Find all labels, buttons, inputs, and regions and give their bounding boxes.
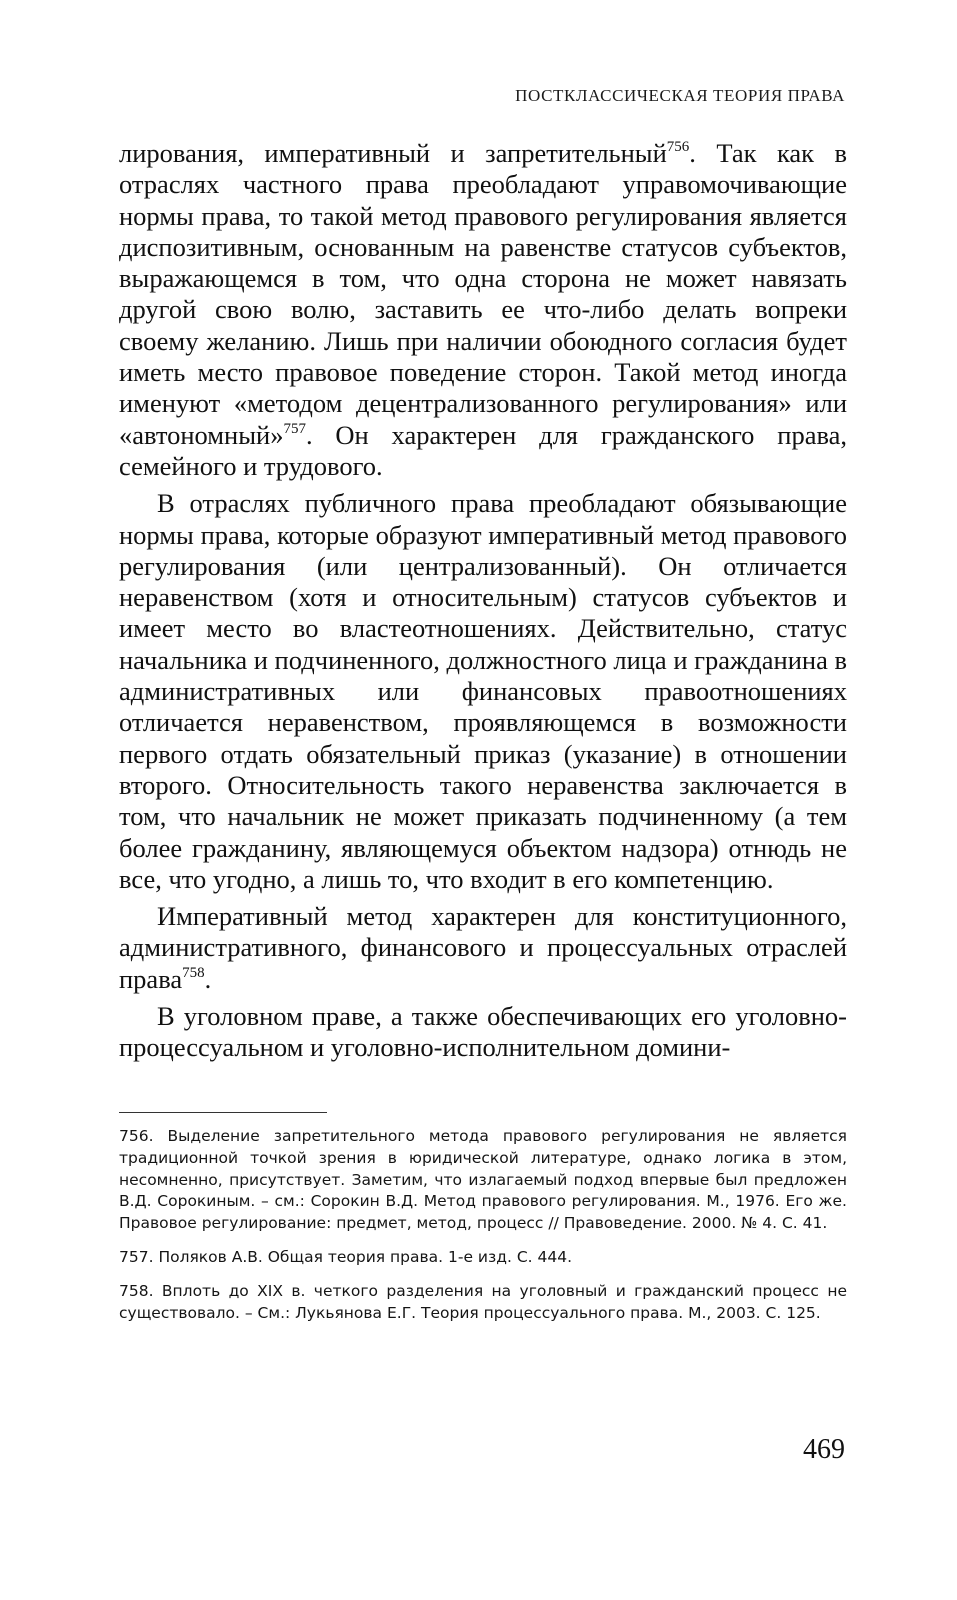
footnote-ref-756: 756: [666, 139, 690, 155]
paragraph-2: В отраслях публичного права преобладают обязывающие нормы права, которые образуют императивный метод правового регулирования (или централизованный). Он отличается неравенством (хотя и относительным) статусов субъектов и имеет место во властеотношениях. Действительно, статус начальника и подчиненного, должностного лица и гражданина в административных или финансовых правоотношениях отличается неравенством, проявляющемся в возможности первого отдать обязательный приказ (указание) в отношении второго. Относительность такого неравенства заключается в том, что начальник не может приказать подчиненному (а тем более гражданину, являющемуся объектом надзора) отнюдь не все, что угодно, а лишь то, что входит в его компетенцию.: [119, 488, 847, 894]
running-head: ПОСТКЛАССИЧЕСКАЯ ТЕОРИЯ ПРАВА: [515, 86, 845, 105]
paragraph-1-part-c: . Он характерен для гражданского права, семейного и трудового.: [119, 419, 847, 481]
footnotes: [119, 1126, 847, 1336]
page-number: 469: [803, 1434, 845, 1465]
footnote-756: 756. Выделение запретительного метода правового регулирования не является традиционной точкой зрения в юридической литературе, однако логика в этом, несомненно, присутствует. Заметим, что излагаемый подход впервые был предложен В.Д. Сорокиным. – см.: Сорокин В.Д. Метод правового регулирования. М., 1976. Его же. Правовое регулирование: предмет, метод, процесс // Правоведение. 2000. № 4. С. 41.: [119, 1127, 847, 1233]
paragraph-1-part-b: . Так как в отраслях частного права преобладают управомочивающие нормы права, то такой метод правового регулирования является диспозитивным, основанным на равенстве статусов субъектов, выражающемся в том, что одна сторона не может навязать другой свою волю, заставить ее что-либо делать вопреки своему желанию. Лишь при наличии обоюдного согласия будет иметь место правовое поведение сторон. Такой метод иногда именуют «методом децентрализованного регулирования» или «автономный»: [119, 138, 847, 450]
paragraph-3-part-b: .: [204, 963, 212, 994]
paragraph-4: В уголовном праве, а также обеспечивающих его уголовно-процессуальном и уголовно-исполнительном домини-: [119, 1001, 847, 1063]
footnote-757: 757. Поляков А.В. Общая теория права. 1-е изд. С. 444.: [119, 1247, 573, 1266]
paragraph-3: [119, 901, 847, 995]
paragraph-3-part-a: Императивный метод характерен для конституционного, административного, финансового и процессуальных отраслей права: [119, 901, 847, 994]
paragraph-1-part-a: лирования, императивный и запретительный: [119, 138, 667, 168]
footnote-separator: [119, 1112, 327, 1113]
paragraph-1: [119, 138, 847, 482]
footnote-758: 758. Вплоть до XIX в. четкого разделения на уголовный и гражданский процесс не существовало. – См.: Лукьянова Е.Г. Теория процессуального права. М., 2003. С. 125.: [119, 1281, 847, 1322]
main-text: [119, 138, 847, 1066]
footnote-ref-758: 758: [182, 964, 205, 981]
footnote-ref-757: 757: [283, 420, 306, 437]
